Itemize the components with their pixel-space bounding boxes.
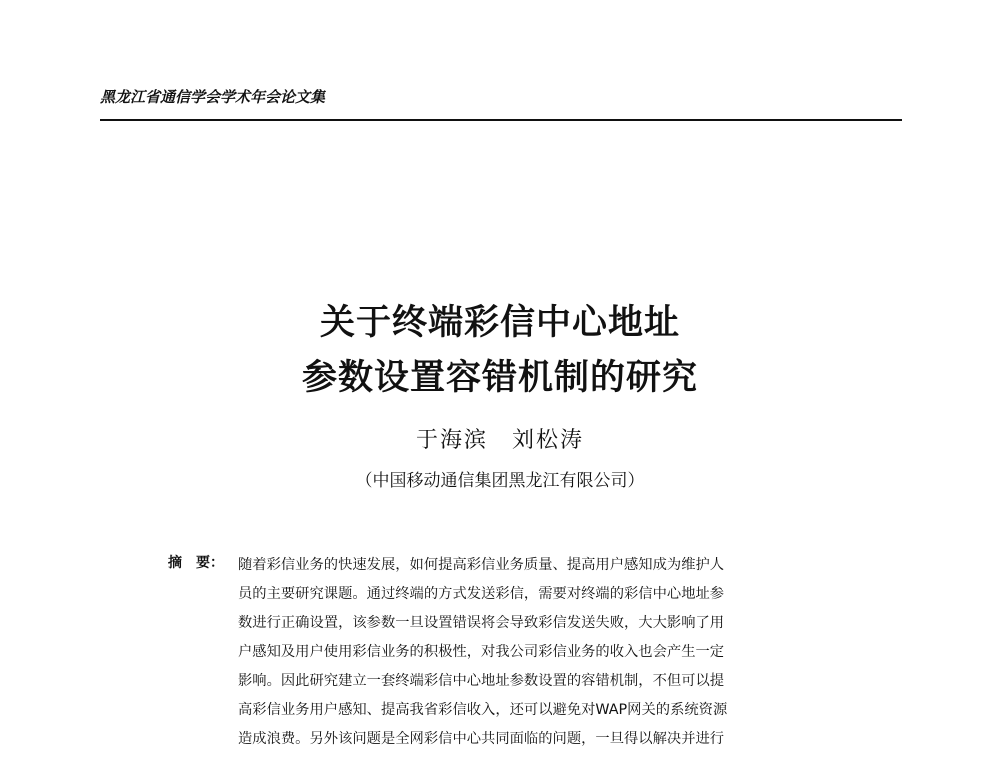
title-line-2: 参数设置容错机制的研究 (301, 357, 698, 398)
header-rule (100, 119, 902, 121)
running-head: 黑龙江省通信学会学术年会论文集 (100, 88, 326, 106)
abstract-line: 造成浪费。另外该问题是全网彩信中心共同面临的问题，一旦得以解决并进行 (238, 731, 725, 747)
abstract-line: 员的主要研究课题。通过终端的方式发送彩信，需要对终端的彩信中心地址参 (238, 586, 725, 602)
abstract-body (238, 551, 840, 754)
paper-title (0, 295, 1000, 405)
affiliation: （中国移动通信集团黑龙江有限公司） (355, 471, 645, 491)
abstract-line: 高彩信业务用户感知、提高我省彩信收入，还可以避免对WAP网关的系统资源 (238, 702, 728, 718)
abstract-line: 数进行正确设置，该参数一旦设置错误将会导致彩信发送失败，大大影响了用 (238, 615, 725, 631)
abstract-label: 摘 要： (168, 555, 224, 571)
abstract-line: 户感知及用户使用彩信业务的积极性，对我公司彩信业务的收入也会产生一定 (238, 644, 725, 660)
abstract-line: 影响。因此研究建立一套终端彩信中心地址参数设置的容错机制，不但可以提 (238, 673, 725, 689)
authors: 于海滨 刘松涛 (415, 428, 584, 453)
abstract-line: 随着彩信业务的快速发展，如何提高彩信业务质量、提高用户感知成为维护人 (238, 557, 725, 573)
title-line-1: 关于终端彩信中心地址 (319, 302, 680, 343)
